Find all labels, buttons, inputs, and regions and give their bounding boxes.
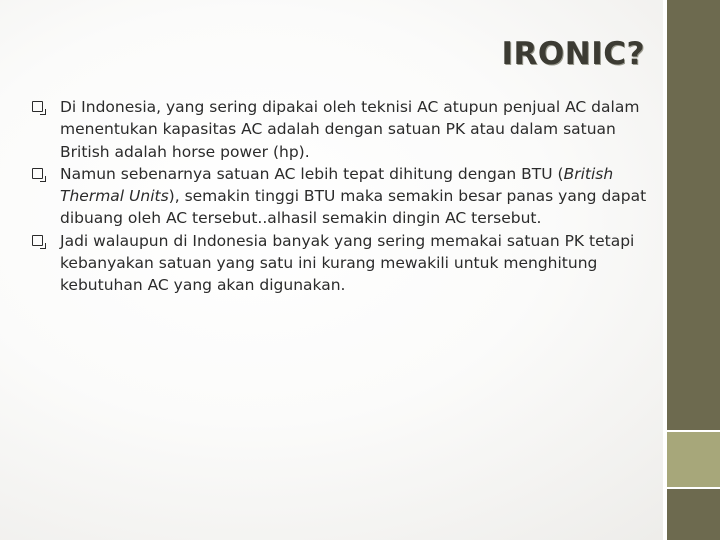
bullet-text: ), semakin tinggi BTU maka semakin besar panas yang dapat dibuang oleh AC tersebut..alhasil semakin dingin AC tersebut. — [60, 187, 647, 228]
decorative-band-accent — [667, 432, 720, 487]
bullet-text: Namun sebenarnya satuan AC lebih tepat dihitung dengan BTU ( — [60, 164, 564, 183]
bullet-item — [30, 163, 650, 230]
bullet-text: Di Indonesia, yang sering dipakai oleh teknisi AC atupun penjual AC dalam menentukan kapasitas AC adalah dengan satuan PK atau dalam satuan British adalah horse power (hp). — [60, 98, 640, 161]
bullet-text-italic: British Thermal Units — [60, 164, 614, 206]
checkbox-bullet-icon — [32, 101, 43, 112]
bullet-list — [30, 96, 650, 297]
bullet-item — [30, 96, 650, 163]
bullet-item — [30, 230, 650, 297]
slide-title: IRONIC? — [501, 36, 645, 72]
decorative-band-bottom — [667, 489, 720, 540]
bullet-text: Jadi walaupun di Indonesia banyak yang sering memakai satuan PK tetapi kebanyakan satuan yang satu ini kurang mewakili untuk menghitung kebutuhan AC yang akan digunakan. — [60, 231, 635, 295]
checkbox-bullet-icon — [32, 168, 43, 179]
decorative-band-top — [667, 0, 720, 430]
checkbox-bullet-icon — [32, 235, 43, 246]
